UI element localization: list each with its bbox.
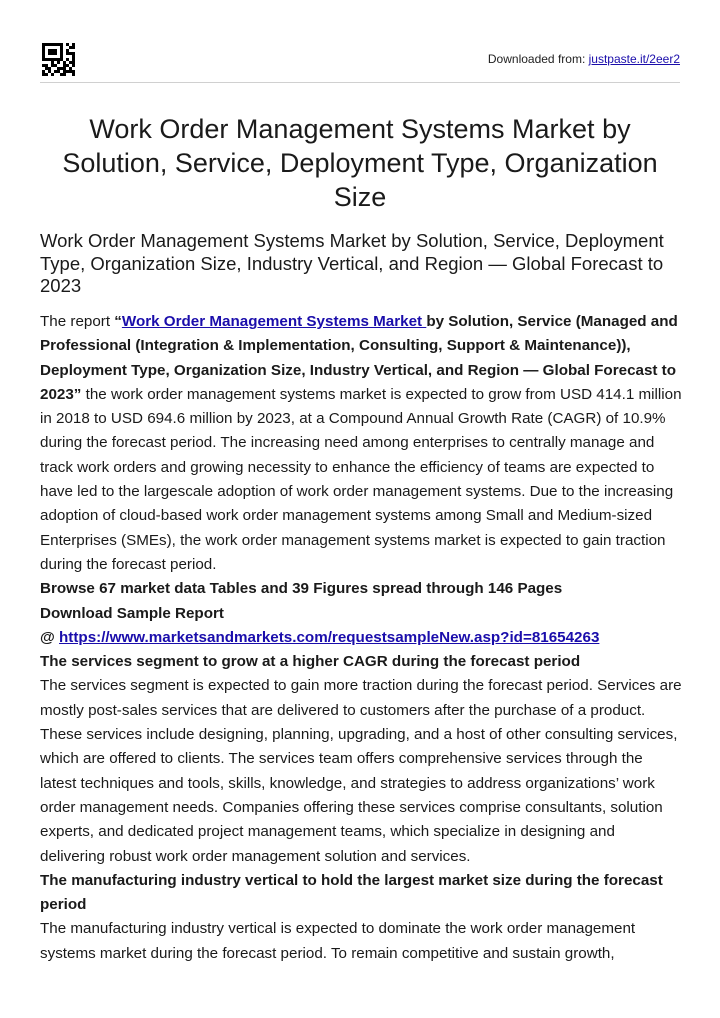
downloaded-label: Downloaded from: — [487, 52, 589, 66]
browse-line — [40, 577, 682, 601]
manufacturing-heading — [40, 869, 682, 918]
page-subtitle: Work Order Management Systems Market by Solution, Service, Deployment Type, Organization Size, Industry Vertical, and Region — Global Forecast to 2023 — [40, 230, 664, 296]
quote-open: “ — [114, 313, 122, 330]
services-heading — [40, 650, 682, 674]
intro-paragraph — [40, 310, 682, 577]
at-sign: @ — [40, 628, 60, 646]
source-link[interactable]: justpaste.it/2eer2 — [588, 52, 680, 66]
intro-body: the work order management systems market is expected to grow from USD 414.1 million in 2018 to USD 694.6 million by 2023, at a Compound Annual Growth Rate (CAGR) of 10.9% during the forecast period. The increasing need among enterprises to centrally manage and track work orders and growing necessity to enhance the efficiency of teams are expected to have led to the largescale adoption of work order management systems. Due to the increasing adoption of cloud-based work order management systems among Small and Medium-sized Enterprises (SMEs), the work order management systems market is expected to gain traction during the forecast period. — [40, 385, 682, 573]
manufacturing-paragraph: The manufacturing industry vertical is expected to dominate the work order management systems market during the forecast period. To remain competitive and sustain growth, — [40, 920, 636, 962]
market-report-link[interactable]: Work Order Management Systems Market — [121, 313, 427, 330]
manufacturing-heading-text: The manufacturing industry vertical to hold the largest market size during the forecast period — [40, 871, 663, 914]
downloaded-from — [488, 52, 680, 66]
sample-line — [40, 626, 682, 650]
qr-code-icon — [42, 43, 75, 76]
sample-report-link[interactable]: https://www.marketsandmarkets.com/requestsampleNew.asp?id=81654263 — [59, 628, 600, 646]
download-line — [40, 602, 682, 626]
article-body — [40, 310, 682, 966]
services-heading-text: The services segment to grow at a higher CAGR during the forecast period — [40, 653, 581, 671]
page-title: Work Order Management Systems Market by Solution, Service, Deployment Type, Organization Size — [62, 114, 658, 212]
report-title-bold: by Solution, Service (Managed and Professional (Integration & Implementation, Consulting, Support & Maintenance)), Deployment Type, Organization Size, Industry Vertical, and Region — Global Forecast to 2023” — [40, 313, 678, 403]
services-paragraph: The services segment is expected to gain more traction during the forecast period. Services are mostly post-sales services that are delivered to customers after the purchase of a product. These services include designing, planning, upgrading, and a host of other consulting services, which are offered to clients. The services team offers comprehensive services through the latest techniques and tools, skills, knowledge, and strategies to address organizations’ work order management needs. Companies offering these services comprise consultants, solution experts, and dedicated project management teams, which specialize in designing and delivering robust work order management solution and services. — [40, 677, 682, 865]
header-divider — [40, 82, 680, 83]
intro-prefix: The report — [40, 313, 115, 330]
browse-text: Browse 67 market data Tables and 39 Figures spread through 146 Pages — [40, 580, 563, 598]
download-text: Download Sample Report — [40, 604, 224, 622]
